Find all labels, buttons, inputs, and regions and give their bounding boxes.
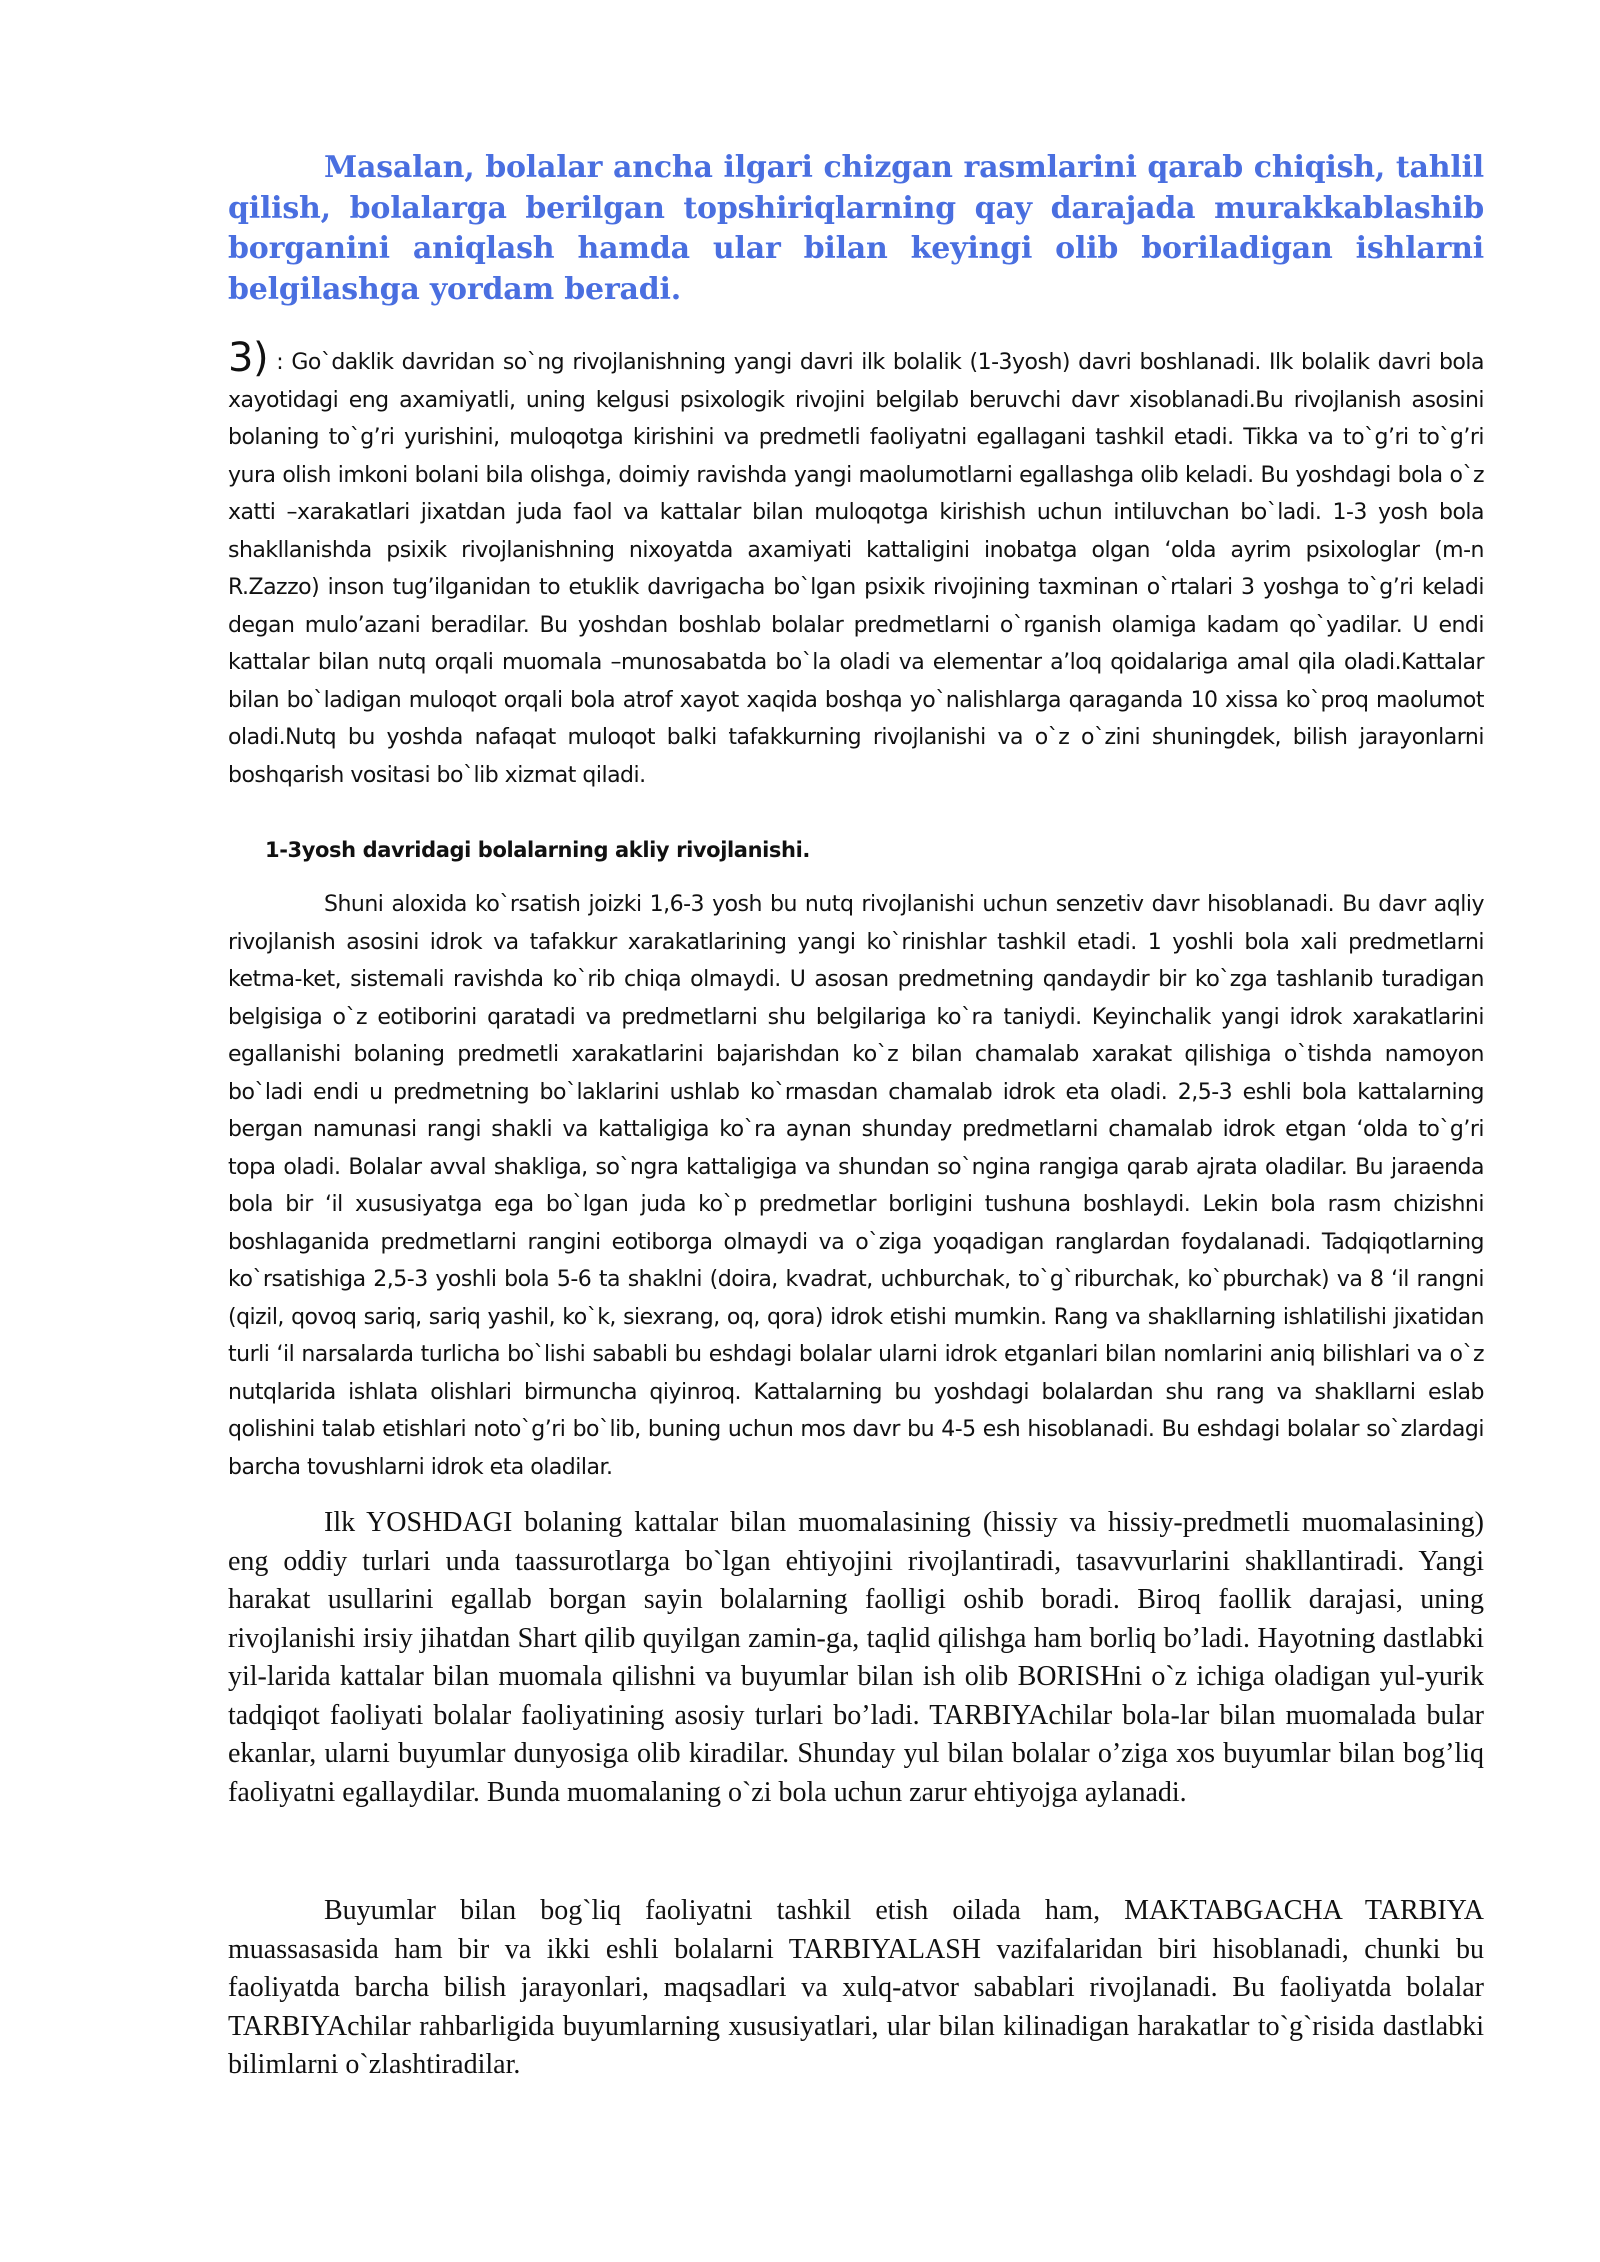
intro-paragraph: Masalan, bolalar ancha ilgari chizgan rasmlarini qarab chiqish, tahlil qilish, bolalarga berilgan topshiriqlarning qay darajada murakkablashib borganini aniqlash hamda ular bilan keyingi olib boriladigan ishlarni belgilashga yordam beradi. [228,150,1484,307]
section-subheading: 1-3yosh davridagi bolalarning akliy rivojlanishi. [265,838,810,862]
section-3-text: : Go`daklik davridan so`ng rivojlanishning yangi davri ilk bolalik (1-3yosh) davri boshlanadi. Ilk bolalik davri bola xayotidagi eng axamiyatli, uning kelgusi psixologik rivojini belgilab beruvchi davr xisoblanadi.Bu rivojlanish asosini bolaning to`g’ri yurishini, muloqotga kirishini va predmetli faoliyatni egallagani tashkil etadi. Tikka va to`g’ri to`g’ri yura olish imkoni bolani bila olishga, doimiy ravishda yangi maolumotlarni egallashga olib keladi. Bu yoshdagi bola o`z xatti –xarakatlari jixatdan juda faol va kattalar bilan muloqotga kirishish uchun intiluvchan bo`ladi. 1-3 yosh bola shakllanishda psixik rivojlanishning nixoyatda axamiyati kattaligini inobatga olgan ‘olda ayrim psixologlar (m-n R.Zazzo) inson tug’ilganidan to etuklik davrigacha bo`lgan psixik rivojining taxminan o`rtalari 3 yoshga to`g’ri keladi degan mulo’azani beradilar. Bu yoshdan boshlab bolalar predmetlarni o`rganish olamiga kadam qo`yadilar. U endi kattalar bilan nutq orqali muomala –munosabatda bo`la oladi va elementar a’loq qoidalariga amal qila oladi.Kattalar bilan bo`ladigan muloqot orqali bola atrof xayot xaqida boshqa yo`nalishlarga qaraganda 10 xissa ko`proq maolumot oladi.Nutq bu yoshda nafaqat muloqot balki tafakkurning rivojlanishi va o`z o`zini shuningdek, bilish jarayonlarni boshqarish vositasi bo`lib xizmat qiladi. [228,350,1484,788]
section-3-paragraph [228,335,1484,794]
objects-activity-paragraph: Buyumlar bilan bog`liq faoliyatni tashkil etish oilada ham, MAKTABGACHA TARBIYA muassasasida ham bir va ikki eshli bolalarni TARBIYALASH vazifalaridan biri hisoblanadi, chunki bu faoliyatda barcha bilish jarayonlari, maqsadlari va xulq-atvor sabablari rivojlanadi. Bu faoliyatda bolalar TARBIYAchilar rahbarligida buyumlarning xususiyatlari, ular bilan kilinadigan harakatlar to`g`risida dastlabki bilimlarni o`zlashtiradilar. [228,1895,1484,2080]
section-number: 3) [228,335,269,381]
activity-paragraph: Ilk YOSHDAGI bolaning kattalar bilan muomalasining (hissiy va hissiy-predmetli muomalasining) eng oddiy turlari unda taassurotlarga bo`lgan ehtiyojini rivojlantiradi, tasavvurlarini shakllantiradi. Yangi harakat usullarini egallab borgan sayin bolalarning faolligi oshib boradi. Biroq faollik darajasi, uning rivojlanishi irsiy jihatdan Shart qilib quyilgan zamin-ga, taqlid qilishga ham borliq bo’ladi. Hayotning dastlabki yil-larida kattalar bilan muomala qilishni va buyumlar bilan ish olib BORISHni o`z ichiga oladigan yul-yurik tadqiqot faoliyati bolalar faoliyatining asosiy turlari bo’ladi. TARBIYAchilar bola-lar bilan muomalada bular ekanlar, ularni buyumlar dunyosiga olib kiradilar. Shunday yul bilan bolalar o’ziga xos buyumlar bilan bog’liq faoliyatni egallaydilar. Bunda muomalaning o`zi bola uchun zarur ehtiyojga aylanadi. [228,1507,1484,1808]
perception-paragraph: Shuni aloxida ko`rsatish joizki 1,6-3 yosh bu nutq rivojlanishi uchun senzetiv davr hisoblanadi. Bu davr aqliy rivojlanish asosini idrok va tafakkur xarakatlarining yangi ko`rinishlar tashkil etadi. 1 yoshli bola xali predmetlarni ketma-ket, sistemali ravishda ko`rib chiqa olmaydi. U asosan predmetning qandaydir bir ko`zga tashlanib turadigan belgisiga o`z eotiborini qaratadi va predmetlarni shu belgilariga ko`ra taniydi. Keyinchalik yangi idrok xarakatlarini egallanishi bolaning predmetli xarakatlarini bajarishdan ko`z bilan chamalab xarakat qilishiga o`tishda namoyon bo`ladi endi u predmetning bo`laklarini ushlab ko`rmasdan chamalab idrok eta oladi. 2,5-3 eshli bola kattalarning bergan namunasi rangi shakli va kattaligiga ko`ra aynan shunday predmetlarni chamalab idrok etgan ‘olda to`g’ri topa oladi. Bolalar avval shakliga, so`ngra kattaligiga va shundan so`ngina rangiga qarab ajrata oladilar. Bu jaraenda bola bir ‘il xususiyatga ega bo`lgan juda ko`p predmetlar borligini tushuna boshlaydi. Lekin bola rasm chizishni boshlaganida predmetlarni rangini eotiborga olmaydi va o`ziga yoqadigan ranglardan foydalanadi. Tadqiqotlarning ko`rsatishiga 2,5-3 yoshli bola 5-6 ta shaklni (doira, kvadrat, uchburchak, to`g`riburchak, ko`pburchak) va 8 ‘il rangni (qizil, qovoq sariq, sariq yashil, ko`k, siexrang, oq, qora) idrok etishi mumkin. Rang va shakllarning ishlatilishi jixatidan turli ‘il narsalarda turlicha bo`lishi sababli bu eshdagi bolalar ularni idrok etganlari bilan nomlarini aniq bilishlari va o`z nutqlarida ishlata olishlari birmuncha qiyinroq. Kattalarning bu yoshdagi bolalardan shu rang va shakllarni eslab qolishini talab etishlari noto`g’ri bo`lib, buning uchun mos davr bu 4-5 esh hisoblanadi. Bu eshdagi bolalar so`zlardagi barcha tovushlarni idrok eta oladilar. [228,892,1484,1480]
